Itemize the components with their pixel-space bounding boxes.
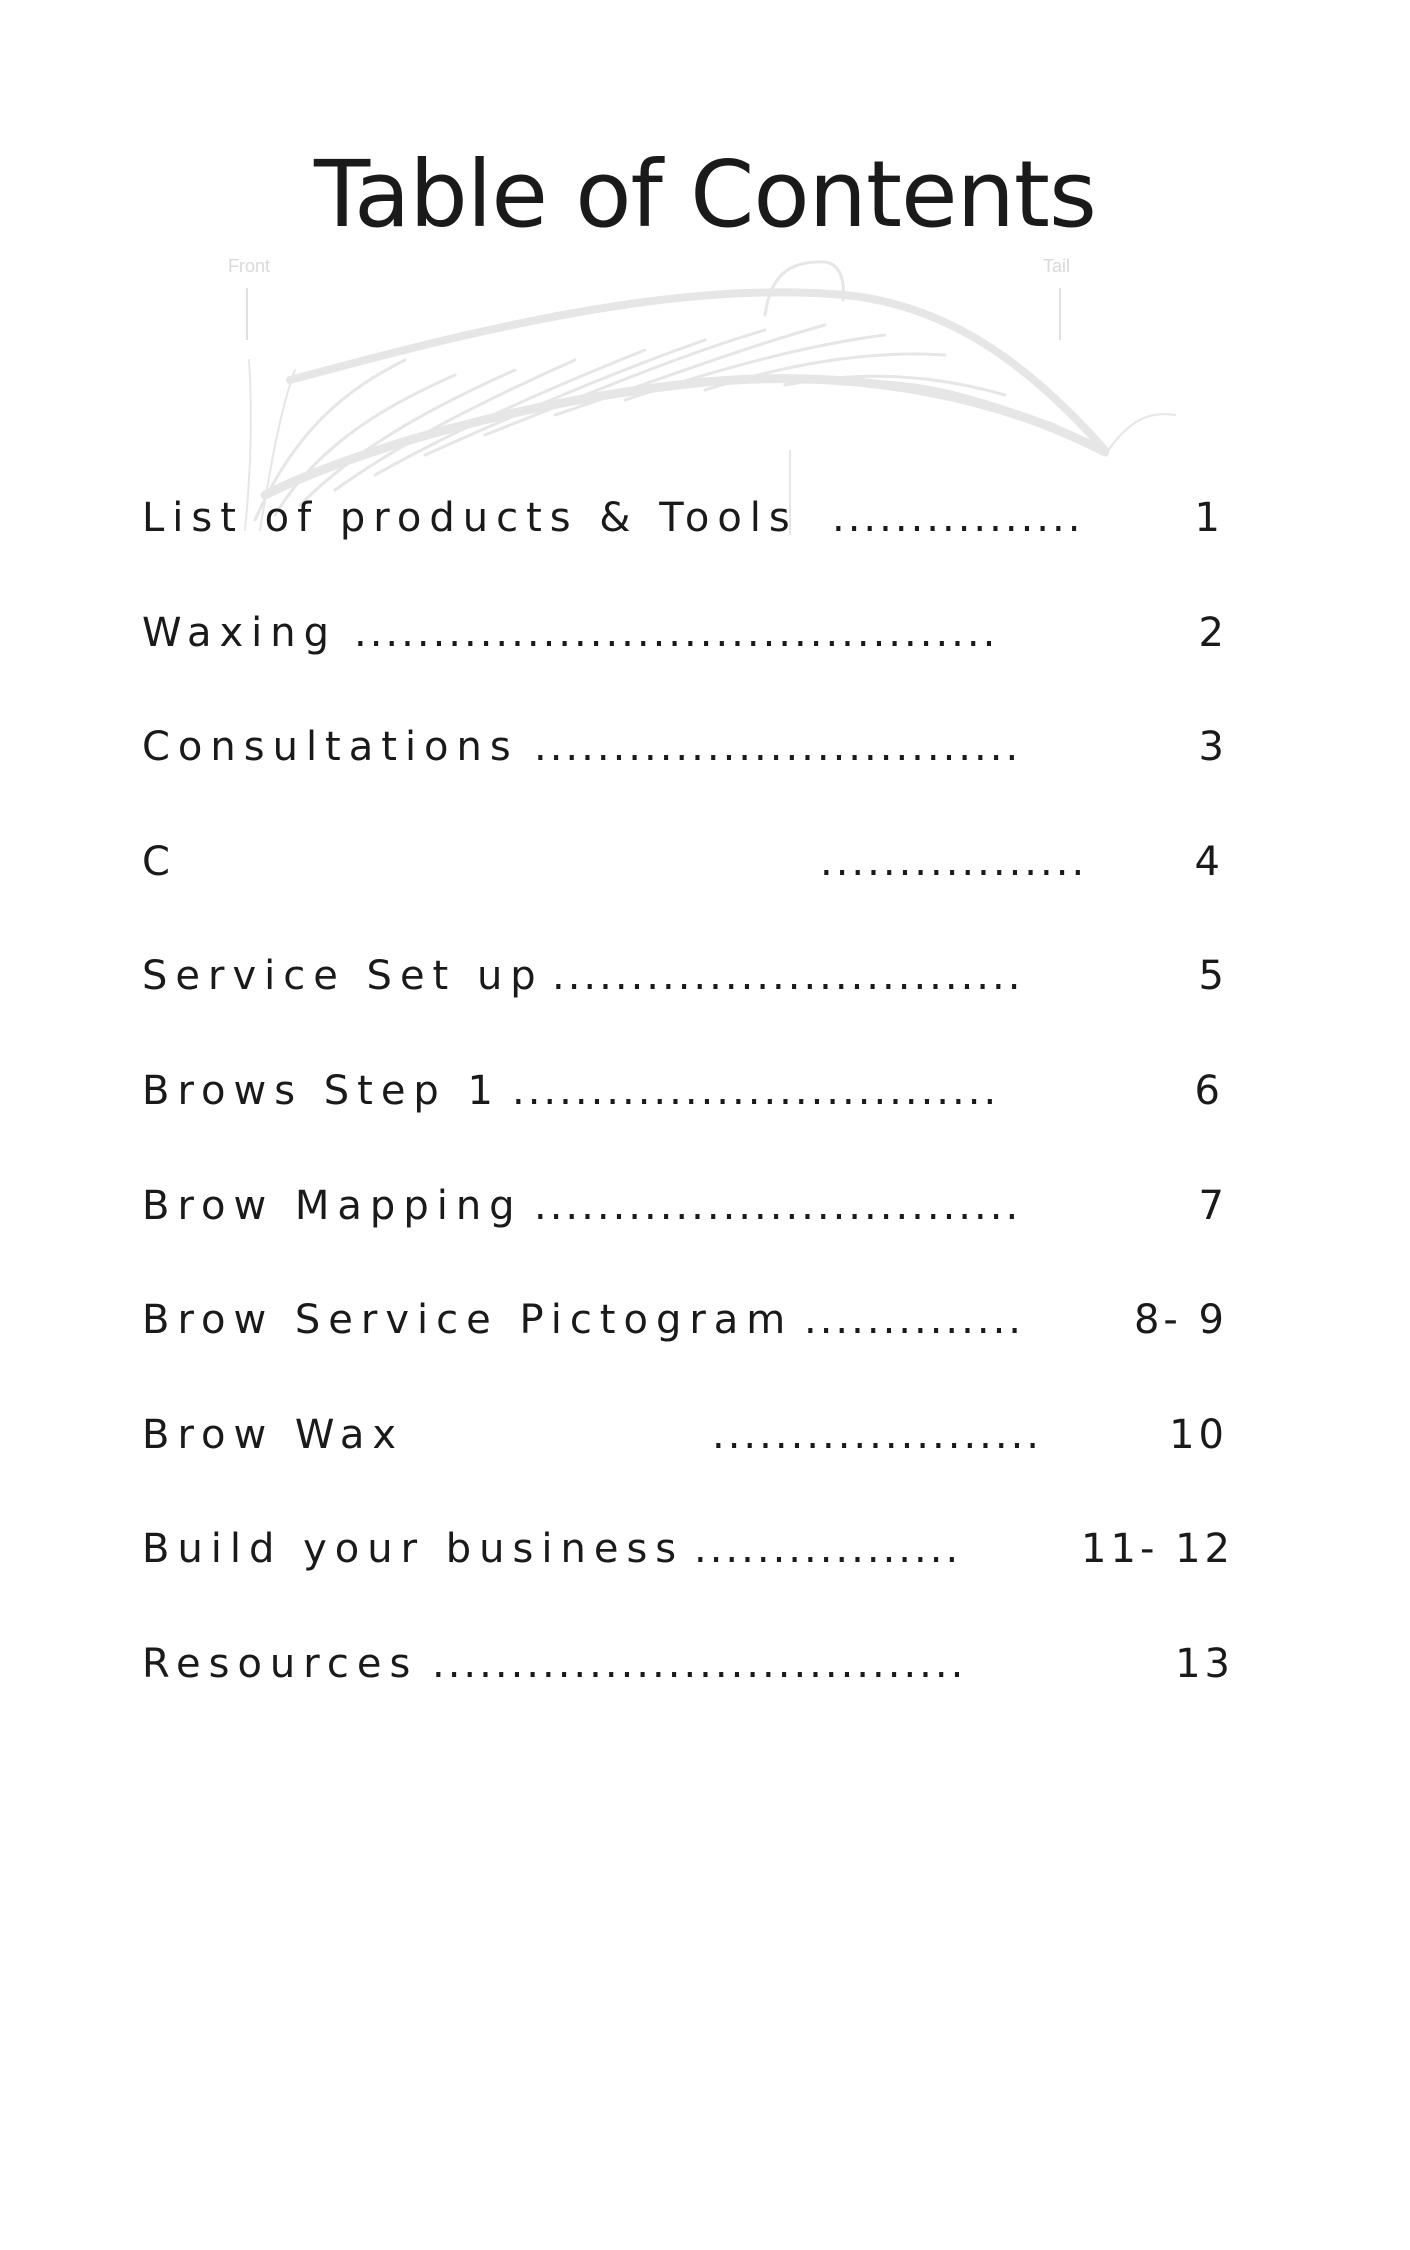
toc-leader-dots: ................ — [832, 495, 1084, 541]
toc-entry-title: Consultations — [142, 724, 519, 771]
toc-entry-title: List of products & Tools — [142, 495, 798, 541]
toc-entry[interactable] — [142, 832, 1242, 947]
toc-entry-title: Resources — [142, 1640, 419, 1687]
toc-leader-dots: ............................... — [512, 1067, 1000, 1114]
toc-page-number: 13 — [1175, 1640, 1234, 1687]
toc-entry-title: Brow Mapping — [142, 1182, 523, 1229]
toc-page-number: 4 — [1194, 838, 1224, 885]
toc-leader-dots: ................. — [694, 1526, 962, 1573]
toc-page-number: 6 — [1194, 1067, 1224, 1114]
toc-entry-title: Brows Step 1 — [142, 1067, 501, 1114]
toc-page-number: 5 — [1198, 953, 1228, 1000]
toc-page-number: 3 — [1198, 724, 1228, 771]
table-of-contents — [142, 488, 1242, 1749]
toc-entry-title: Service Set up — [142, 953, 544, 1000]
toc-entry-title: Waxing — [142, 609, 338, 656]
tail-label: Tail — [1043, 256, 1071, 276]
toc-leader-dots: ..................... — [712, 1411, 1043, 1458]
toc-entry-title: C — [142, 838, 178, 885]
toc-leader-dots: ................. — [820, 838, 1088, 885]
page-title: Table of Contents — [314, 141, 1096, 248]
toc-entry[interactable] — [142, 488, 1242, 603]
toc-leader-dots: .............................. — [552, 953, 1024, 1000]
toc-entry-title: Brow Wax — [142, 1411, 405, 1458]
toc-entry[interactable] — [142, 1061, 1242, 1176]
toc-leader-dots: ......................................... — [354, 609, 999, 656]
toc-entry[interactable] — [142, 1634, 1242, 1749]
toc-page-number: 2 — [1198, 609, 1228, 656]
toc-entry[interactable] — [142, 603, 1242, 718]
toc-leader-dots: ............................... — [534, 724, 1022, 771]
toc-entry[interactable] — [142, 1405, 1242, 1520]
toc-page-number: 8- 9 — [1133, 1297, 1228, 1344]
toc-leader-dots: .................................. — [432, 1640, 967, 1687]
front-label: Front — [228, 256, 271, 276]
toc-leader-dots: .............. — [804, 1297, 1025, 1344]
toc-entry-title: Build your business — [142, 1526, 685, 1573]
toc-entry[interactable] — [142, 1519, 1242, 1634]
toc-leader-dots: ............................... — [534, 1182, 1022, 1229]
toc-entry-title: Brow Service Pictogram — [142, 1297, 794, 1344]
toc-entry[interactable] — [142, 946, 1242, 1061]
toc-page-number: 1 — [1194, 495, 1224, 541]
toc-page-number: 11- 12 — [1081, 1526, 1234, 1573]
toc-page-number: 7 — [1198, 1182, 1228, 1229]
toc-entry[interactable] — [142, 717, 1242, 832]
toc-page-number: 10 — [1169, 1411, 1228, 1458]
toc-entry[interactable] — [142, 1290, 1242, 1405]
toc-entry[interactable] — [142, 1176, 1242, 1291]
